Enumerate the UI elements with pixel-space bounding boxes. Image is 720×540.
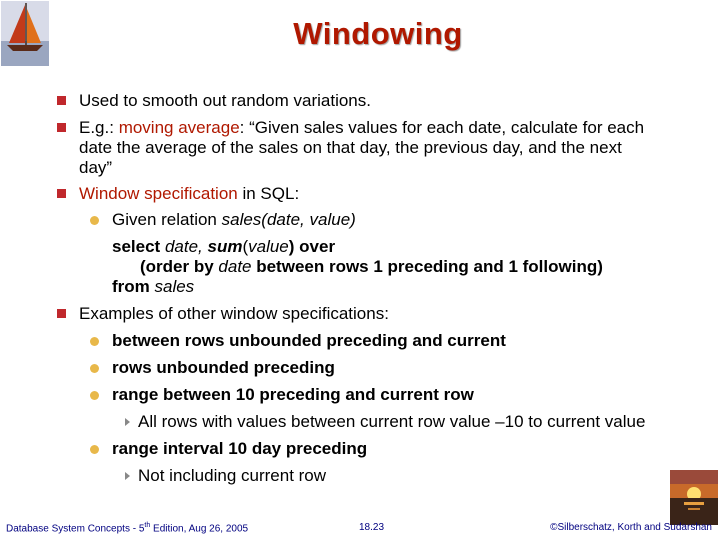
sub-given-relation — [112, 210, 356, 230]
example-note: Not including current row — [138, 466, 327, 485]
bullet-example-cont2: day” — [79, 158, 113, 177]
footer-course — [6, 522, 248, 534]
sql-sum-kw: sum — [207, 237, 243, 256]
slide-title: Windowing — [293, 16, 463, 51]
given-text: Given relation — [112, 210, 222, 229]
footer-text: Database System Concepts - 5 — [6, 523, 145, 535]
square-bullet-icon — [57, 309, 66, 318]
square-bullet-icon — [57, 96, 66, 105]
footer-sup: th — [144, 522, 151, 529]
sql-paren: ( — [242, 237, 249, 256]
footer-text: Edition, Aug 26, 2005 — [150, 523, 249, 535]
sql-over-kw: ) over — [288, 237, 336, 256]
footer-page-number: 18.23 — [359, 522, 385, 533]
sunset-logo-icon — [670, 470, 718, 525]
bullet-window-spec — [79, 184, 299, 204]
example-item-text: range interval 10 day preceding — [112, 439, 368, 458]
sql-order-date: date — [218, 257, 252, 276]
example-item-text: between rows unbounded preceding and current — [112, 331, 506, 350]
sql-sales: sales — [154, 277, 195, 296]
bullet-text: Used to smooth out random variations. — [79, 91, 371, 110]
dot-bullet-icon — [90, 364, 99, 373]
example-item — [112, 331, 506, 351]
example-item — [112, 358, 335, 378]
arrow-bullet-icon — [125, 418, 130, 426]
bullet-example — [79, 118, 644, 138]
dot-bullet-icon — [90, 337, 99, 346]
examples-intro: Examples of other window specifications: — [79, 304, 389, 323]
example-note: All rows with values between current row value –10 to current value — [138, 412, 646, 431]
dot-bullet-icon — [90, 216, 99, 225]
sql-order-line — [140, 257, 603, 277]
sql-select-kw: select — [112, 237, 165, 256]
bullet-smooth — [79, 91, 371, 111]
bullet-example-cont1: date the average of the sales on that day, the previous day, and the next — [79, 138, 622, 157]
sql-from-line — [112, 277, 194, 297]
arrow-bullet-icon — [125, 472, 130, 480]
highlight-moving-average: moving average — [118, 118, 240, 137]
square-bullet-icon — [57, 189, 66, 198]
footer-copyright: ©Silberschatz, Korth and Sudarshan — [550, 522, 712, 533]
dot-bullet-icon — [90, 445, 99, 454]
example-item — [112, 439, 367, 459]
square-bullet-icon — [57, 123, 66, 132]
bullet-rest: in SQL: — [237, 184, 300, 203]
sql-value: value — [248, 237, 289, 256]
given-relation-italic: sales(date, value) — [221, 210, 356, 229]
example-item — [112, 385, 474, 405]
bullet-rest: : “Given sales values for each date, calculate for each — [239, 118, 645, 137]
highlight-window-spec: Window specification — [79, 184, 238, 203]
sql-order-kw: (order by — [140, 257, 219, 276]
sql-date: date, — [164, 237, 208, 256]
sql-from-kw: from — [112, 277, 155, 296]
sql-order-rest: between rows 1 preceding and 1 following) — [251, 257, 603, 276]
example-item-text: range between 10 preceding and current row — [112, 385, 474, 404]
example-item-text: rows unbounded preceding — [112, 358, 335, 377]
sql-select-line — [112, 237, 335, 257]
dot-bullet-icon — [90, 391, 99, 400]
bullet-prefix: E.g.: — [79, 118, 119, 137]
